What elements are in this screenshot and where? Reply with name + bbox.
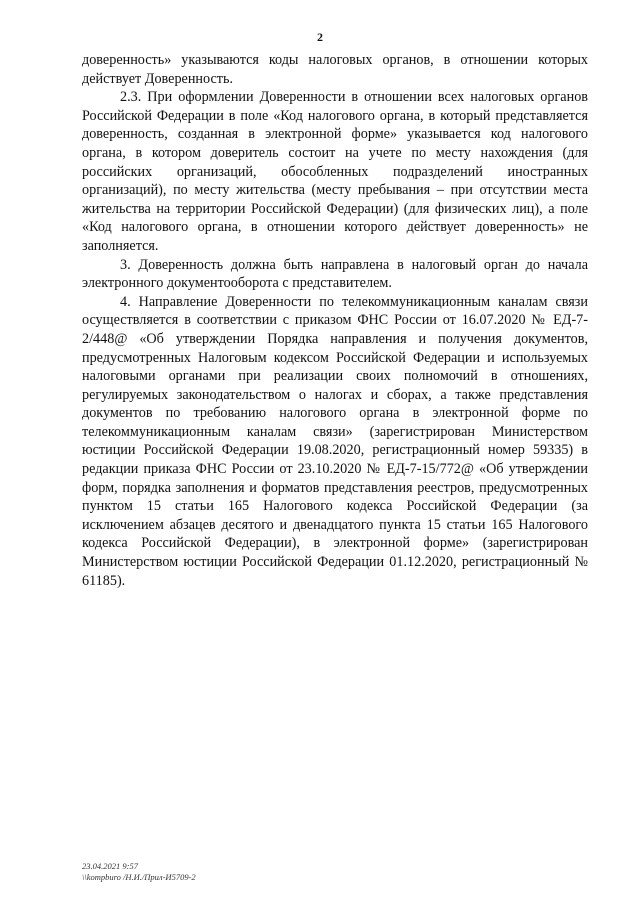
paragraph-2-3: 2.3. При оформлении Доверенности в отношении всех налоговых органов Российской Федерации в поле «Код налогового органа, в который представляется доверенность, созданная в электронной форме» указывается код налогового органа, в котором доверитель состоит на учете по месту нахождения (для российских организаций, обособленных подразделений иностранных организаций), по месту жительства (месту пребывания – при отсутствии места жительства на территории Российской Федерации) (для физических лиц), а поле «Код налогового органа, в отношении которого действует доверенность» не заполняется.	[82, 89, 588, 254]
page-number: 2	[317, 30, 323, 44]
document-body	[82, 51, 588, 590]
footer-stamp	[82, 861, 196, 882]
paragraph-3: 3. Доверенность должна быть направлена в налоговый орган до начала электронного документооборота с представителем.	[82, 256, 588, 292]
footer-file-reference: \\kompburo /Н.И./Прил-И5709-2	[82, 871, 196, 882]
paragraph-continuation: доверенность» указываются коды налоговых органов, в отношении которых действует Доверенность.	[82, 52, 588, 87]
paragraph-4: 4. Направление Доверенности по телекоммуникационным каналам связи осуществляется в соответствии с приказом ФНС России от 16.07.2020 № ЕД-7-2/448@ «Об утверждении Порядка направления и получения документов, предусмотренных Налоговым кодексом Российской Федерации и используемых налоговыми органами при реализации своих полномочий в отношениях, регулируемых законодательством о налогах и сборах, а также представления документов по требованию налогового органа в электронной форме по телекоммуникационным каналам связи» (зарегистрирован Министерством юстиции Российской Федерации 19.08.2020, регистрационный номер 59335) в редакции приказа ФНС России от 23.10.2020 № ЕД-7-15/772@ «Об утверждении форм, порядка заполнения и форматов представления реестров, предусмотренных пунктом 15 статьи 165 Налогового кодекса Российской Федерации (за исключением абзацев десятого и двенадцатого пункта 15 статьи 165 Налогового кодекса Российской Федерации), в электронной форме» (зарегистрирован Министерством юстиции Российской Федерации 01.12.2020, регистрационный № 61185).	[82, 293, 588, 589]
footer-timestamp: 23.04.2021 9:57	[82, 861, 138, 871]
